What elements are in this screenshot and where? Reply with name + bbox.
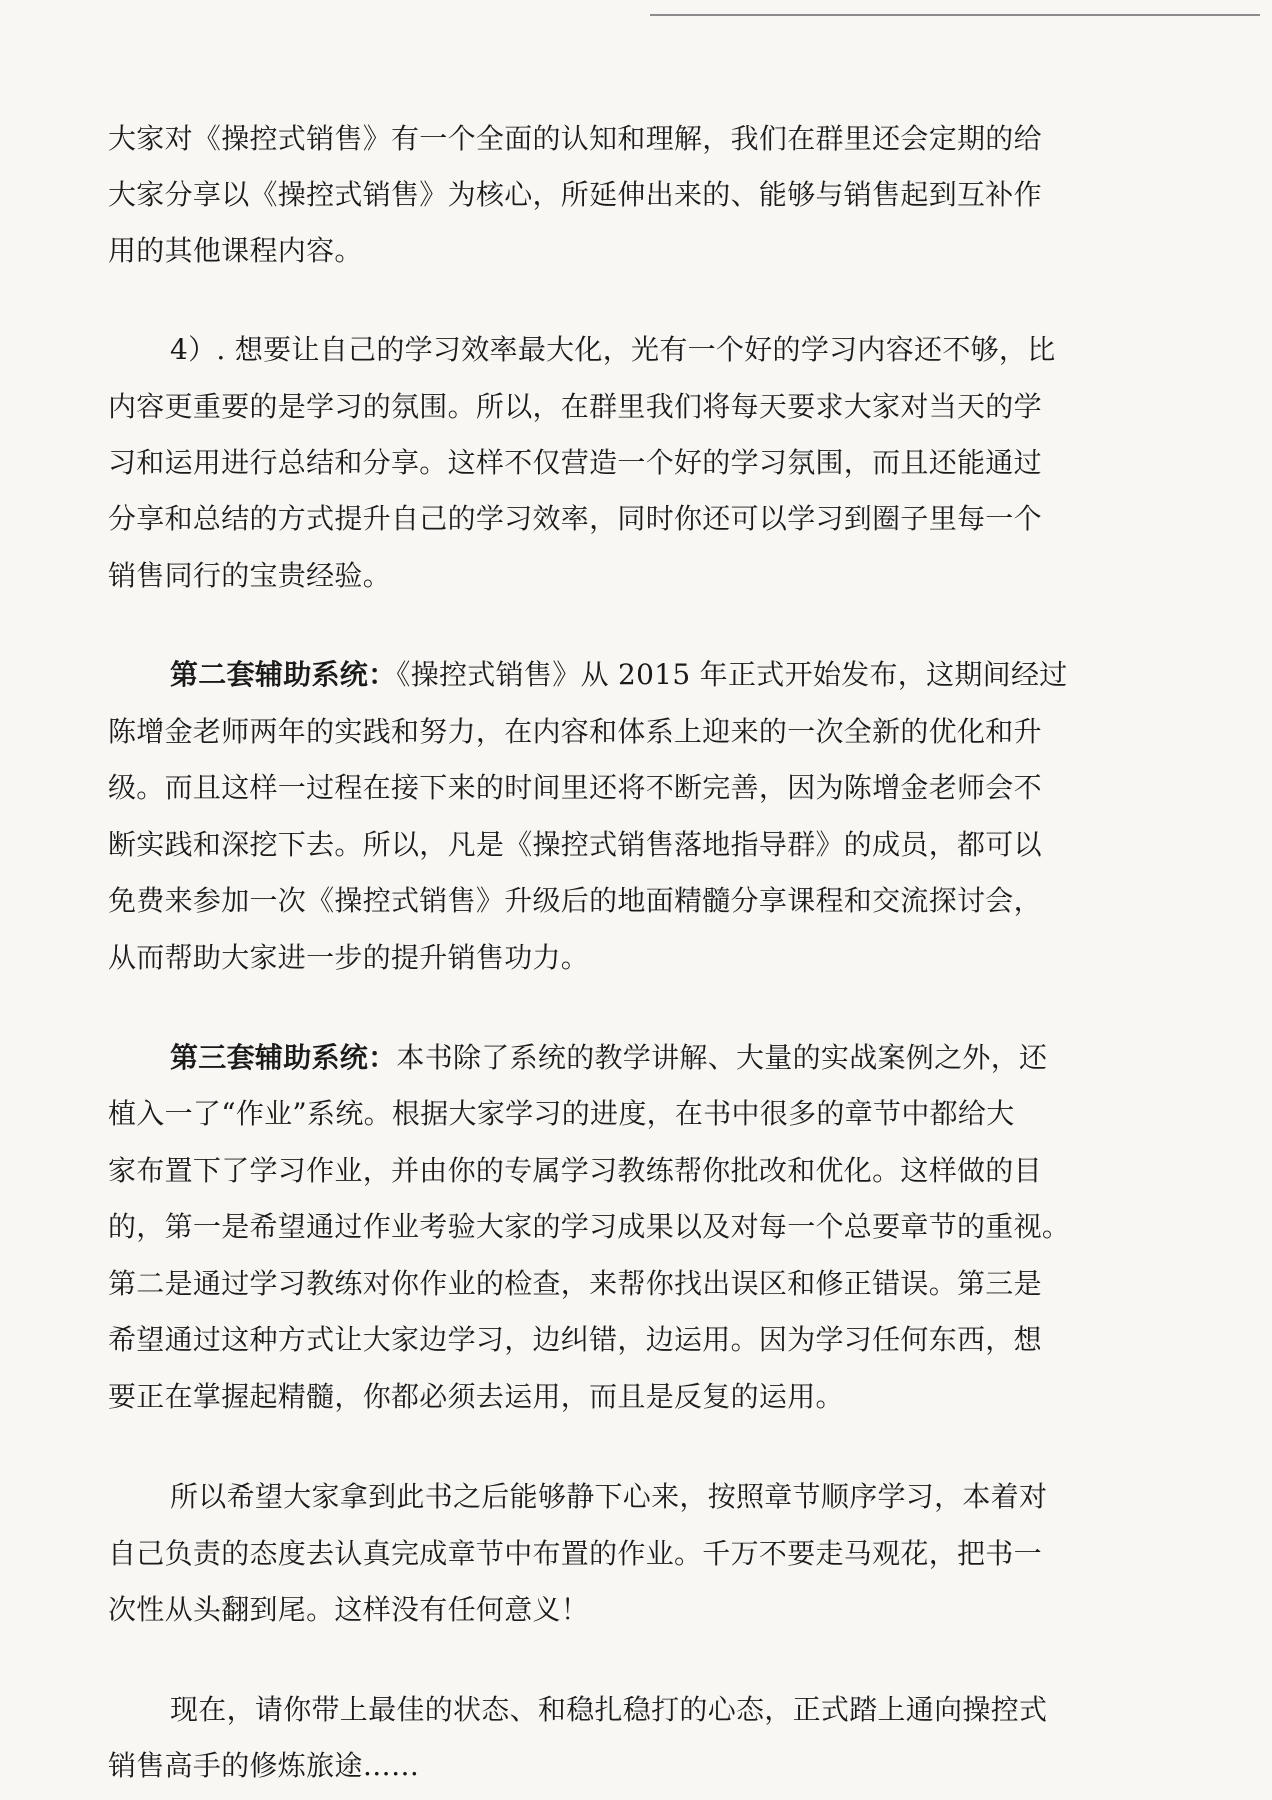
text-line: 第二是通过学习教练对你作业的检查，来帮你找出误区和修正错误。第三是: [108, 1267, 1042, 1300]
text-line: 要正在掌握起精髓，你都必须去运用，而且是反复的运用。: [108, 1380, 844, 1413]
text-line: [170, 1038, 1047, 1078]
text-line: 大家对《操控式销售》有一个全面的认知和理解，我们在群里还会定期的给: [108, 122, 1042, 155]
text-line: 4）. 想要让自己的学习效率最大化，光有一个好的学习内容还不够，比: [170, 333, 1056, 366]
text-line: 家布置下了学习作业，并由你的专属学习教练帮你批改和优化。这样做的目: [108, 1154, 1042, 1187]
text-line: 陈增金老师两年的实践和努力，在内容和体系上迎来的一次全新的优化和升: [108, 715, 1042, 748]
text-line: 植入一了“作业”系统。根据大家学习的进度，在书中很多的章节中都给大: [108, 1097, 1015, 1130]
text-line: 销售高手的修炼旅途……: [108, 1749, 420, 1782]
text-span: 本书除了系统的教学讲解、大量的实战案例之外，还: [396, 1041, 1048, 1074]
text-line: 级。而且这样一过程在接下来的时间里还将不断完善，因为陈增金老师会不: [108, 771, 1042, 804]
header-rule: [650, 14, 1260, 16]
text-line: 用的其他课程内容。: [108, 234, 363, 267]
text-line: [170, 655, 1068, 695]
text-line: 断实践和深挖下去。所以，凡是《操控式销售落地指导群》的成员，都可以: [108, 828, 1042, 861]
text-line: 销售同行的宝贵经验。: [108, 559, 392, 592]
text-line: 免费来参加一次《操控式销售》升级后的地面精髓分享课程和交流探讨会，: [108, 884, 1042, 917]
text-line: 分享和总结的方式提升自己的学习效率，同时你还可以学习到圈子里每一个: [108, 502, 1042, 535]
text-line: 现在，请你带上最佳的状态、和稳扎稳打的心态，正式踏上通向操控式: [170, 1693, 1048, 1726]
text-line: 的，第一是希望通过作业考验大家的学习成果以及对每一个总要章节的重视。: [108, 1210, 1071, 1243]
text-line: 自己负责的态度去认真完成章节中布置的作业。千万不要走马观花，把书一: [108, 1537, 1042, 1570]
section-heading: 第二套辅助系统：: [170, 658, 397, 691]
text-span: 《操控式销售》从 2015 年正式开始发布，这期间经过: [396, 658, 1068, 691]
text-line: 大家分享以《操控式销售》为核心，所延伸出来的、能够与销售起到互补作: [108, 178, 1042, 211]
text-line: 习和运用进行总结和分享。这样不仅营造一个好的学习氛围，而且还能通过: [108, 446, 1042, 479]
section-heading: 第三套辅助系统：: [170, 1041, 397, 1074]
text-line: 所以希望大家拿到此书之后能够静下心来，按照章节顺序学习，本着对: [170, 1480, 1048, 1513]
text-line: 次性从头翻到尾。这样没有任何意义！: [108, 1593, 590, 1626]
text-line: 内容更重要的是学习的氛围。所以，在群里我们将每天要求大家对当天的学: [108, 390, 1042, 423]
text-line: 从而帮助大家进一步的提升销售功力。: [108, 941, 590, 974]
text-line: 希望通过这种方式让大家边学习，边纠错，边运用。因为学习任何东西，想: [108, 1323, 1042, 1356]
